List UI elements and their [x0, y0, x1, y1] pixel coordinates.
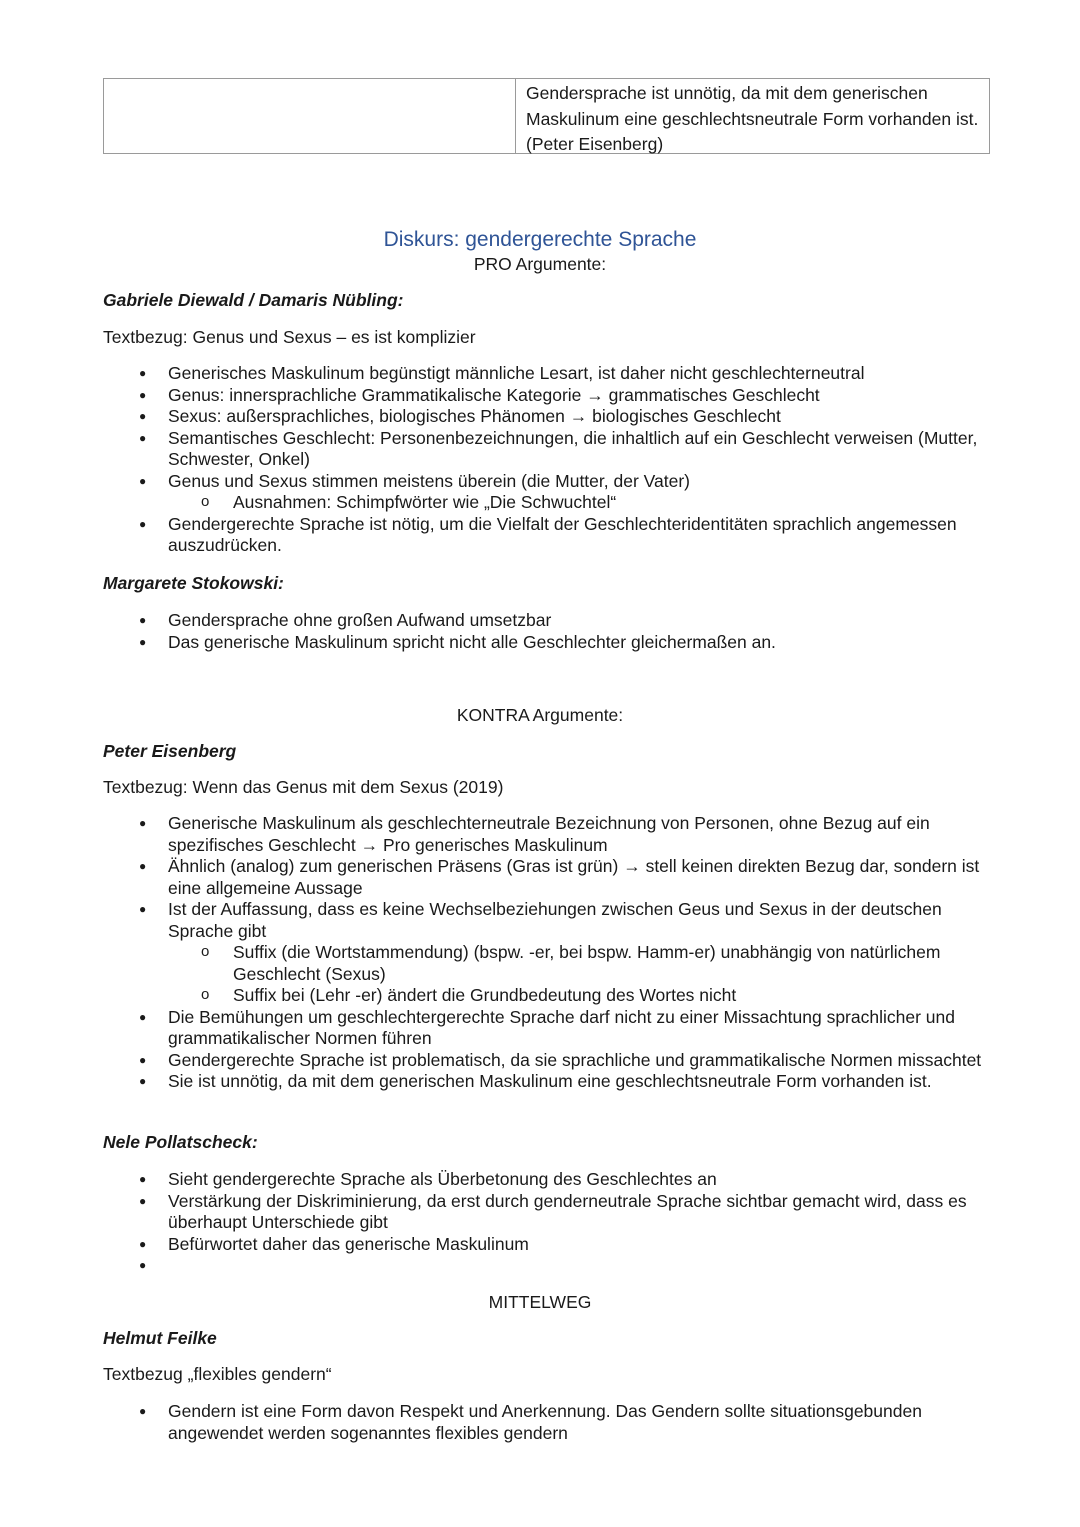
list-item: ● Ist der Auffassung, dass es keine Wechselbeziehungen zwischen Geus und Sexus in der deutschen Sprache gibt	[168, 899, 988, 942]
author-stokowski: Margarete Stokowski:	[103, 573, 284, 593]
list-item: ● Semantisches Geschlecht: Personenbezeichnungen, die inhaltlich auf ein Geschlecht verweisen (Mutter, Schwester, Onkel)	[168, 428, 988, 471]
list-item: ● Sexus: außersprachliches, biologisches Phänomen → biologisches Geschlecht	[168, 406, 988, 428]
list-item: ● Generische Maskulinum als geschlechterneutrale Bezeichnung von Personen, ohne Bezug auf ein spezifisches Geschlecht → Pro generisches Maskulinum	[168, 813, 988, 856]
mittelweg-argument-list	[168, 1401, 988, 1444]
kontra-argument-list-1	[168, 813, 988, 1093]
pro-argument-list-2	[168, 610, 988, 653]
empty-list-item	[168, 1255, 988, 1277]
author-diewald-nuebling: Gabriele Diewald / Damaris Nübling:	[103, 290, 404, 310]
list-item: ● Gendergerechte Sprache ist problematisch, da sie sprachliche und grammatikalische Normen missachtet	[168, 1050, 988, 1072]
author-pollatscheck: Nele Pollatscheck:	[103, 1132, 258, 1152]
list-item: ● Gendergerechte Sprache ist nötig, um die Vielfalt der Geschlechteridentitäten sprachlich angemessen auszudrücken.	[168, 514, 988, 557]
text-reference: Textbezug: Genus und Sexus – es ist komplizier	[103, 327, 476, 347]
author-feilke: Helmut Feilke	[103, 1328, 217, 1348]
list-item: ● Sie ist unnötig, da mit dem generischen Maskulinum eine geschlechtsneutrale Form vorhanden ist.	[168, 1071, 988, 1093]
list-item: ● Genus: innersprachliche Grammatikalische Kategorie → grammatisches Geschlecht	[168, 385, 988, 407]
list-item: ● Generisches Maskulinum begünstigt männliche Lesart, ist daher nicht geschlechterneutral	[168, 363, 988, 385]
pro-heading: PRO Argumente:	[473, 254, 607, 274]
author-eisenberg: Peter Eisenberg	[103, 741, 237, 761]
pro-argument-list-1	[168, 363, 988, 557]
kontra-argument-list-2	[168, 1169, 988, 1277]
table-cell-right: Gendersprache ist unnötig, da mit dem generischen Maskulinum eine geschlechtsneutrale Form vorhanden ist. (Peter Eisenberg)	[526, 83, 979, 154]
summary-table	[103, 78, 990, 154]
list-item: ● Befürwortet daher das generische Maskulinum	[168, 1234, 988, 1256]
text-reference: Textbezug „flexibles gendern“	[103, 1364, 332, 1384]
list-item: ● Gendersprache ohne großen Aufwand umsetzbar	[168, 610, 988, 632]
kontra-heading: KONTRA Argumente:	[456, 705, 624, 725]
mittelweg-heading: MITTELWEG	[488, 1292, 592, 1312]
sub-list-item: o Ausnahmen: Schimpfwörter wie „Die Schwuchtel“	[168, 492, 988, 514]
sub-list-item: o Suffix bei (Lehr -er) ändert die Grundbedeutung des Wortes nicht	[168, 985, 988, 1007]
list-item: ● Verstärkung der Diskriminierung, da erst durch genderneutrale Sprache sichtbar gemacht wird, dass es überhaupt Unterschiede gibt	[168, 1191, 988, 1234]
list-item: ● Gendern ist eine Form davon Respekt und Anerkennung. Das Gendern sollte situationsgebunden angewendet werden sogenanntes flexibles gendern	[168, 1401, 988, 1444]
sub-list-item: o Suffix (die Wortstammendung) (bspw. -er, bei bspw. Hamm-er) unabhängig von natürlichem Geschlecht (Sexus)	[168, 942, 988, 985]
list-item: ● Sieht gendergerechte Sprache als Überbetonung des Geschlechtes an	[168, 1169, 988, 1191]
list-item: ● Das generische Maskulinum spricht nicht alle Geschlechter gleichermaßen an.	[168, 632, 988, 654]
list-item: ● Die Bemühungen um geschlechtergerechte Sprache darf nicht zu einer Missachtung sprachlicher und grammatikalischer Normen führen	[168, 1007, 988, 1050]
list-item: ● Genus und Sexus stimmen meistens überein (die Mutter, der Vater)	[168, 471, 988, 493]
text-reference: Textbezug: Wenn das Genus mit dem Sexus (2019)	[103, 777, 504, 797]
list-item: ● Ähnlich (analog) zum generischen Präsens (Gras ist grün) → stell keinen direkten Bezug dar, sondern ist eine allgemeine Aussage	[168, 856, 988, 899]
document-title: Diskurs: gendergerechte Sprache	[383, 228, 697, 251]
table-cell-left	[104, 79, 516, 153]
